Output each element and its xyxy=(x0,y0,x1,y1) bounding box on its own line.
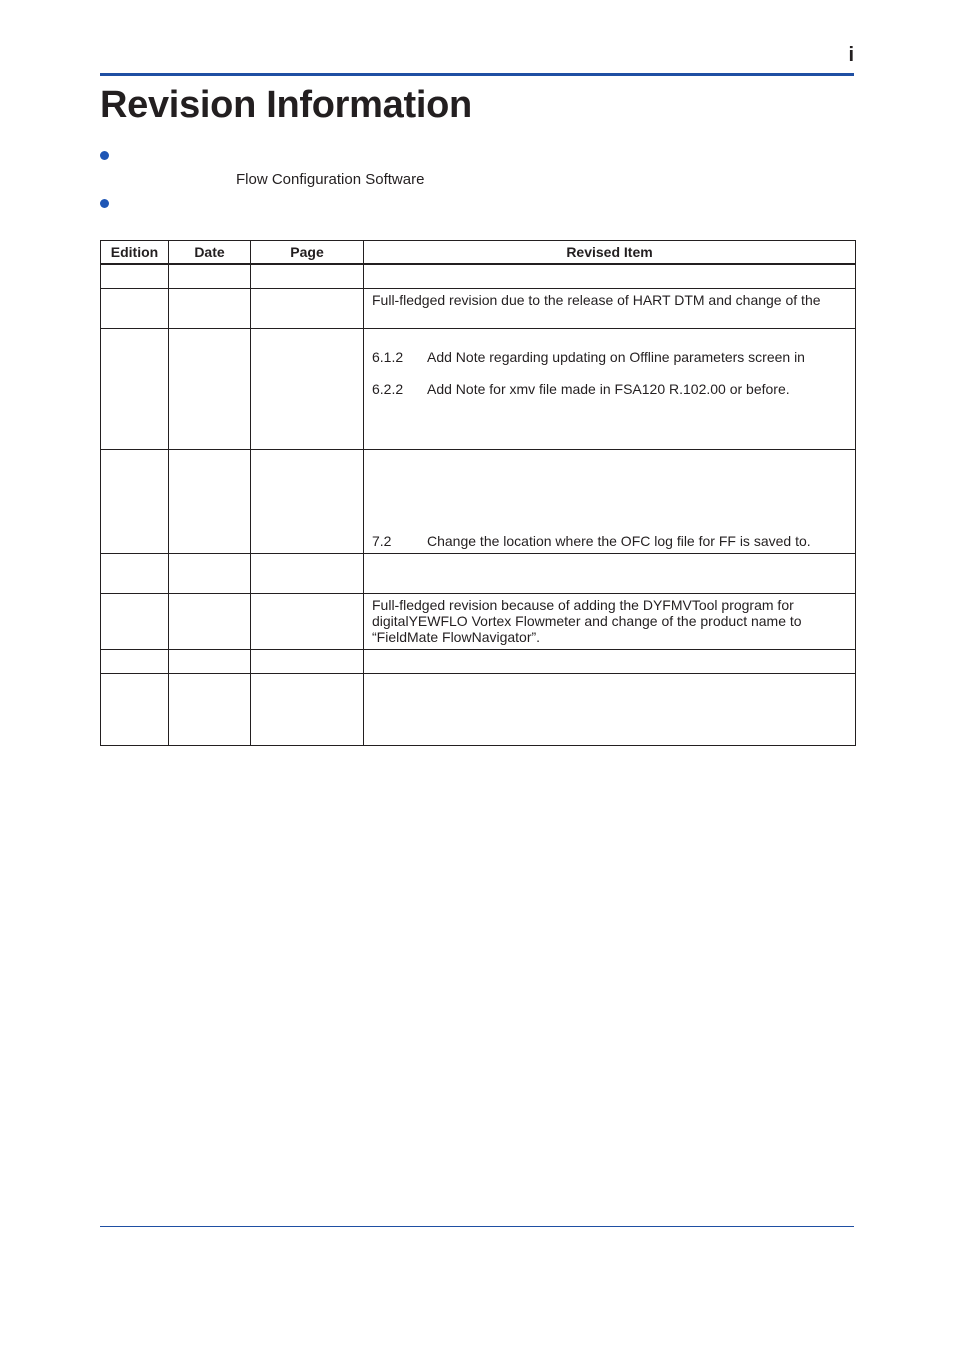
page-cell xyxy=(251,449,364,553)
revision-section-line xyxy=(364,349,855,365)
revised-item-cell xyxy=(364,649,856,673)
table-row xyxy=(101,449,856,553)
revised-item-text xyxy=(364,674,855,678)
table-row xyxy=(101,673,856,745)
footer-rule xyxy=(100,1226,854,1227)
edition-cell xyxy=(101,593,169,649)
revised-item-cell xyxy=(364,673,856,745)
table-row xyxy=(101,264,856,288)
page-title: Revision Information xyxy=(100,84,472,126)
edition-cell xyxy=(101,553,169,593)
table-row xyxy=(101,328,856,449)
section-number: 7.2 xyxy=(372,532,392,549)
section-description: Change the location where the OFC log file for FF is saved to. xyxy=(427,532,811,549)
column-header-date: Date xyxy=(169,241,251,265)
edition-cell xyxy=(101,288,169,328)
edition-cell xyxy=(101,264,169,288)
page-cell xyxy=(251,593,364,649)
date-cell xyxy=(169,328,251,449)
date-cell xyxy=(169,673,251,745)
date-cell xyxy=(169,288,251,328)
revised-item-cell xyxy=(364,328,856,449)
bullet-icon xyxy=(100,199,109,208)
revision-section-line xyxy=(364,381,855,397)
table-row xyxy=(101,288,856,328)
revised-item-cell xyxy=(364,449,856,553)
revised-item-cell xyxy=(364,593,856,649)
page-number: i xyxy=(848,44,854,66)
page-cell xyxy=(251,673,364,745)
table-row xyxy=(101,649,856,673)
bullet-icon xyxy=(100,151,109,160)
table-row xyxy=(101,593,856,649)
edition-cell xyxy=(101,649,169,673)
revised-item-text xyxy=(364,650,855,654)
table-header-row xyxy=(101,241,856,265)
column-header-page: Page xyxy=(251,241,364,265)
date-cell xyxy=(169,553,251,593)
revision-table xyxy=(100,240,856,746)
date-cell xyxy=(169,649,251,673)
revised-item-text: Full-fledged revision due to the release of HART DTM and change of the xyxy=(372,291,821,308)
table-row xyxy=(101,553,856,593)
section-number: 6.2.2 xyxy=(372,380,404,397)
revised-item-cell xyxy=(364,553,856,593)
software-name: Flow Configuration Software xyxy=(236,171,425,188)
date-cell xyxy=(169,593,251,649)
section-number: 6.1.2 xyxy=(372,348,404,365)
revision-section-line xyxy=(364,533,855,549)
section-description: Add Note regarding updating on Offline parameters screen in xyxy=(427,348,805,365)
edition-cell xyxy=(101,449,169,553)
page-cell xyxy=(251,264,364,288)
date-cell xyxy=(169,449,251,553)
page-cell xyxy=(251,328,364,449)
page-cell xyxy=(251,649,364,673)
page-cell xyxy=(251,288,364,328)
header-rule xyxy=(100,73,854,76)
revised-item-text xyxy=(364,265,855,269)
section-description: Add Note for xmv file made in FSA120 R.102.00 or before. xyxy=(427,380,790,397)
page-cell xyxy=(251,553,364,593)
revised-item-text: Full-fledged revision because of adding the DYFMVTool program for digitalYEWFLO Vortex Flowmeter and change of the product name to “FieldMate FlowNavigator”. xyxy=(372,596,802,645)
edition-cell xyxy=(101,673,169,745)
revised-item-text xyxy=(364,554,855,558)
date-cell xyxy=(169,264,251,288)
edition-cell xyxy=(101,328,169,449)
column-header-edition: Edition xyxy=(101,241,169,265)
revised-item-cell xyxy=(364,288,856,328)
revised-item-cell xyxy=(364,264,856,288)
column-header-revised-item: Revised Item xyxy=(364,241,856,265)
